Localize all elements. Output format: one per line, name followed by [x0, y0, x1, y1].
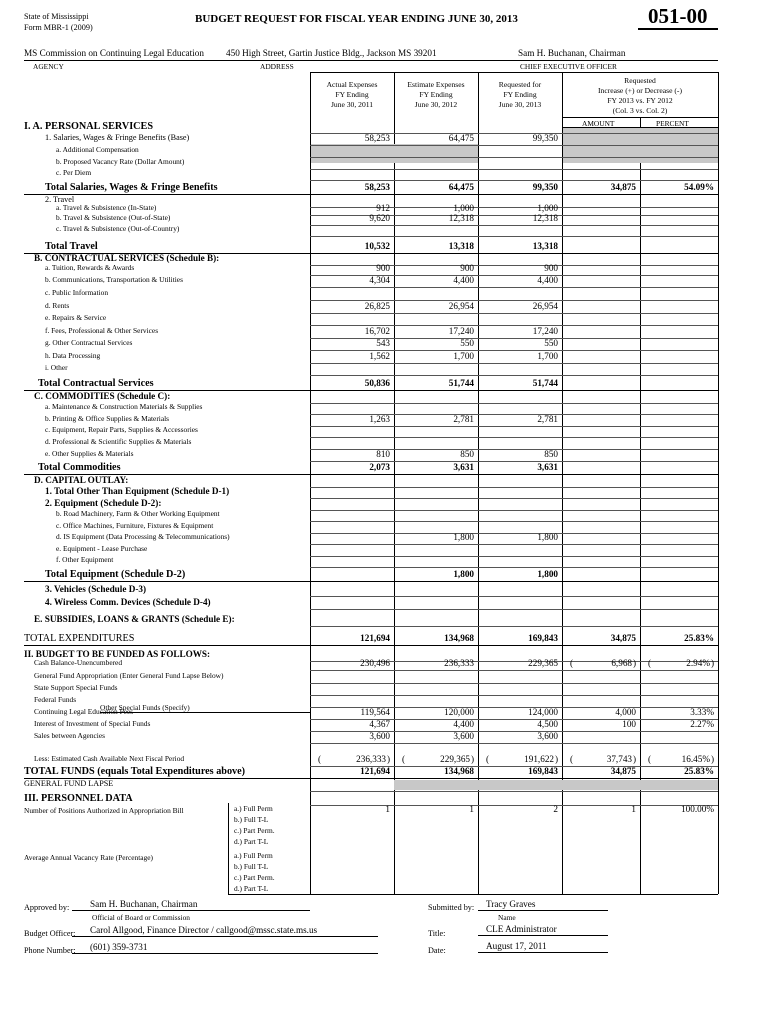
row-label: e. Other Supplies & Materials	[45, 449, 134, 458]
row-rule	[310, 596, 718, 597]
row-label: b. Road Machinery, Farm & Other Working Equipment	[56, 509, 220, 518]
cell-e: 3,600	[453, 731, 474, 741]
row-label: General Fund Appropriation (Enter General Fund Lapse Below)	[34, 671, 224, 680]
row-label: a. Travel & Subsistence (In-State)	[56, 203, 157, 212]
cell-r: 900	[544, 263, 558, 273]
cell-e: 64,475	[448, 182, 474, 192]
paren-close: )	[711, 658, 715, 668]
row-rule	[310, 695, 718, 696]
row-label: C. COMMODITIES (Schedule C):	[34, 391, 171, 401]
row-label: d. Professional & Scientific Supplies & Materials	[45, 437, 192, 446]
cell-r: 51,744	[532, 378, 558, 388]
row-label: e. Repairs & Service	[45, 313, 107, 322]
cell-a: 121,694	[360, 633, 390, 643]
cell-e: 26,954	[448, 301, 474, 311]
cell-e: 120,000	[444, 707, 474, 717]
cell-a: 10,532	[364, 241, 390, 251]
ceo-caption: CHIEF EXECUTIVE OFFICER	[520, 62, 617, 71]
positions-sub-label: b.) Full T-L	[234, 815, 269, 824]
row-label: d. IS Equipment (Data Processing & Telecommunications)	[56, 532, 230, 541]
row-label: Interest of Investment of Special Funds	[34, 719, 151, 728]
row-label: a. Tuition, Rewards & Awards	[45, 263, 135, 272]
cell-r: 191,622	[524, 754, 554, 764]
paren-open: (	[648, 754, 652, 764]
cell-a: 1,562	[369, 351, 390, 361]
row-rule	[310, 778, 718, 779]
row-label: TOTAL EXPENDITURES	[24, 633, 135, 644]
row-rule	[310, 567, 718, 568]
ceo-name: Sam H. Buchanan, Chairman	[518, 48, 626, 58]
paren-close: )	[633, 658, 637, 668]
row-label: 3. Vehicles (Schedule D-3)	[45, 584, 147, 594]
cell-pct: 3.33%	[690, 707, 714, 717]
row-label: 2. Travel	[45, 195, 75, 204]
row-rule	[310, 670, 718, 671]
row-label: III. PERSONNEL DATA	[24, 793, 133, 804]
col-actual-header: Actual Expenses FY Ending June 30, 2011	[326, 80, 378, 109]
cell-e: 64,475	[448, 133, 474, 143]
submitted-by-label: Submitted by:	[428, 903, 475, 912]
agency-caption: AGENCY	[33, 62, 64, 71]
row-rule	[310, 474, 718, 475]
row-label: Sales between Agencies	[34, 731, 106, 740]
approved-by-label: Approved by:	[24, 903, 70, 912]
row-label: TOTAL FUNDS (equals Total Expenditures above)	[24, 766, 246, 777]
row-label: e. Equipment - Lease Purchase	[56, 544, 148, 553]
cell-r: 12,318	[532, 213, 558, 223]
cell-r: 850	[544, 449, 558, 459]
state-name: State of Mississippi	[24, 12, 89, 21]
phone-value: (601) 359-3731	[90, 942, 148, 952]
cell-r: 124,000	[528, 707, 558, 717]
cell-pct: 54.09%	[684, 182, 714, 192]
cell-e: 236,333	[444, 658, 474, 668]
cell-a: 58,253	[364, 133, 390, 143]
agency-address: 450 High Street, Gartin Justice Bldg., Jackson MS 39201	[226, 48, 437, 58]
cell-a: 3,600	[369, 731, 390, 741]
positions-change-amount: 1	[631, 804, 636, 814]
cell-e: 229,365	[440, 754, 470, 764]
row-label: 1. Salaries, Wages & Fringe Benefits (Base)	[45, 133, 190, 142]
positions-sub-label: c.) Part Perm.	[234, 826, 275, 835]
row-label: B. CONTRACTUAL SERVICES (Schedule B):	[34, 253, 220, 263]
cell-pct: 2.27%	[690, 719, 714, 729]
row-label: Total Travel	[45, 241, 98, 252]
row-label: d. Rents	[45, 301, 70, 310]
cell-r: 3,600	[537, 731, 558, 741]
cell-r: 169,843	[528, 633, 558, 643]
date-value: August 17, 2011	[486, 941, 547, 951]
vacancy-sub-label: c.) Part Perm.	[234, 873, 275, 882]
cell-a: 4,367	[369, 719, 390, 729]
row-rule	[310, 437, 718, 438]
cell-a: 810	[376, 449, 390, 459]
cell-a: 230,496	[360, 658, 390, 668]
col-amount-header: AMOUNT	[582, 119, 615, 128]
paren-close: )	[471, 754, 475, 764]
cell-r: 1,800	[537, 569, 558, 579]
cell-amt: 4,000	[615, 707, 636, 717]
row-label: g. Other Contractual Services	[45, 338, 133, 347]
cell-a: 2,073	[369, 462, 390, 472]
cell-a: 119,564	[360, 707, 390, 717]
paren-open: (	[570, 754, 574, 764]
row-label: c. Public Information	[45, 288, 109, 297]
row-rule	[310, 253, 718, 254]
cell-a: 121,694	[360, 766, 390, 776]
positions-actual: 1	[385, 804, 390, 814]
paren-close: )	[555, 754, 559, 764]
cell-a: 543	[376, 338, 390, 348]
cell-e: 900	[460, 263, 474, 273]
cell-e: 850	[460, 449, 474, 459]
cell-a: 1,263	[369, 414, 390, 424]
cell-a: 912	[376, 203, 390, 213]
positions-sub-label: d.) Part T-L	[234, 837, 269, 846]
row-rule	[310, 169, 718, 170]
cell-a: 236,333	[356, 754, 386, 764]
cell-r: 4,400	[537, 275, 558, 285]
cell-e: 51,744	[448, 378, 474, 388]
cell-r: 99,350	[532, 182, 558, 192]
row-rule	[310, 645, 718, 646]
cell-e: 1,800	[453, 569, 474, 579]
cell-amt: 34,875	[610, 182, 636, 192]
cell-a: 26,825	[364, 301, 390, 311]
row-rule	[310, 498, 718, 499]
cell-e: 13,318	[448, 241, 474, 251]
submitted-by-name: Tracy Graves	[486, 899, 536, 909]
paren-close: )	[711, 754, 715, 764]
cell-e: 1,800	[453, 532, 474, 542]
col-change-header: Requested Increase (+) or Decrease (-) FY 2013 vs. FY 2012 (Col. 3 vs. Col. 2)	[598, 76, 682, 115]
cell-amt: 37,743	[606, 754, 632, 764]
row-label: a. Maintenance & Construction Materials & Supplies	[45, 402, 203, 411]
total-rule	[24, 645, 310, 646]
row-rule	[310, 743, 718, 744]
cell-r: 229,365	[528, 658, 558, 668]
cell-e: 1,000	[453, 203, 474, 213]
cell-r: 550	[544, 338, 558, 348]
col-requested-header: Requested for FY Ending June 30, 2013	[498, 80, 542, 109]
cell-pct: 25.83%	[684, 633, 714, 643]
row-rule	[310, 145, 718, 146]
row-label: D. CAPITAL OUTLAY:	[34, 475, 129, 485]
row-label: i. Other	[45, 363, 68, 372]
row-label: Federal Funds	[34, 695, 77, 704]
cell-r: 17,240	[532, 326, 558, 336]
form-code: 051-00	[648, 4, 708, 28]
positions-change-percent: 100.00%	[681, 804, 714, 814]
row-label: c. Office Machines, Furniture, Fixtures & Equipment	[56, 521, 214, 530]
row-rule	[310, 510, 718, 511]
row-label: Continuing Legal Education Fees	[34, 707, 134, 716]
cell-r: 4,500	[537, 719, 558, 729]
row-label: Total Salaries, Wages & Fringe Benefits	[45, 182, 218, 193]
row-rule	[310, 791, 718, 792]
row-rule	[310, 194, 718, 195]
paren-open: (	[570, 658, 574, 668]
row-rule	[310, 390, 718, 391]
row-rule	[310, 236, 718, 237]
row-label: II. BUDGET TO BE FUNDED AS FOLLOWS:	[24, 649, 211, 659]
paren-open: (	[486, 754, 490, 764]
address-caption: ADDRESS	[260, 62, 294, 71]
title-label: Title:	[428, 929, 446, 938]
budget-officer-label: Budget Officer:	[24, 929, 76, 938]
approved-by-name: Sam H. Buchanan, Chairman	[90, 899, 198, 909]
row-label: c. Travel & Subsistence (Out-of-Country)	[56, 224, 180, 233]
row-label: I. A. PERSONAL SERVICES	[24, 121, 154, 132]
vacancy-sub-label: a.) Full Perm	[234, 851, 273, 860]
paren-close: )	[387, 754, 391, 764]
cell-r: 169,843	[528, 766, 558, 776]
vacancy-sub-label: b.) Full T-L	[234, 862, 269, 871]
row-label: b. Printing & Office Supplies & Materials	[45, 414, 170, 423]
cell-e: 3,631	[453, 462, 474, 472]
submitted-name-caption: Name	[498, 913, 516, 922]
cell-amt: 6,968	[611, 658, 632, 668]
cell-a: 58,253	[364, 182, 390, 192]
cell-r: 1,000	[537, 203, 558, 213]
row-rule	[310, 375, 718, 376]
row-label: 1. Total Other Than Equipment (Schedule D-1)	[45, 486, 230, 496]
row-rule	[310, 521, 718, 522]
title-value: CLE Administrator	[486, 924, 557, 934]
row-rule	[310, 683, 718, 684]
positions-label: Number of Positions Authorized in Appropriation Bill	[24, 806, 184, 815]
row-rule	[310, 225, 718, 226]
cell-e: 4,400	[453, 719, 474, 729]
cell-a: 50,836	[364, 378, 390, 388]
col-percent-header: PERCENT	[656, 119, 689, 128]
row-label: f. Fees, Professional & Other Services	[45, 326, 159, 335]
row-label: 2. Equipment (Schedule D-2):	[45, 498, 162, 508]
row-rule	[310, 544, 718, 545]
row-label: f. Other Equipment	[56, 555, 114, 564]
cell-e: 12,318	[448, 213, 474, 223]
row-rule	[310, 287, 718, 288]
paren-close: )	[633, 754, 637, 764]
total-rule	[24, 581, 310, 582]
form-number: Form MBR-1 (2009)	[24, 23, 93, 32]
row-rule	[310, 626, 718, 627]
row-rule	[310, 581, 718, 582]
cell-r: 2,781	[537, 414, 558, 424]
row-label: Total Contractual Services	[38, 378, 154, 389]
cell-a: 900	[376, 263, 390, 273]
cell-a: 9,620	[369, 213, 390, 223]
cell-r: 1,800	[537, 532, 558, 542]
budget-officer-value: Carol Allgood, Finance Director / callgood@mssc.state.ms.us	[90, 925, 318, 935]
row-label: Cash Balance-Unencumbered	[34, 658, 123, 667]
row-label: b. Communications, Transportation & Utilities	[45, 275, 183, 284]
row-label: Total Equipment (Schedule D-2)	[45, 569, 186, 580]
cell-amt: 34,875	[610, 633, 636, 643]
cell-r: 13,318	[532, 241, 558, 251]
cell-amt: 100	[622, 719, 636, 729]
row-label: E. SUBSIDIES, LOANS & GRANTS (Schedule E):	[34, 614, 235, 624]
row-rule	[310, 363, 718, 364]
cell-r: 1,700	[537, 351, 558, 361]
paren-open: (	[318, 754, 322, 764]
agency-name: MS Commission on Continuing Legal Education	[24, 48, 204, 58]
row-label: c. Equipment, Repair Parts, Supplies & Accessories	[45, 425, 198, 434]
other-special-funds-label: Other Special Funds (Specify)	[100, 703, 190, 712]
cell-pct: 25.83%	[684, 766, 714, 776]
cell-e: 550	[460, 338, 474, 348]
paren-open: (	[648, 658, 652, 668]
phone-label: Phone Number:	[24, 946, 76, 955]
vacancy-label: Average Annual Vacancy Rate (Percentage)	[24, 853, 153, 862]
cell-a: 4,304	[369, 275, 390, 285]
cell-e: 1,700	[453, 351, 474, 361]
col-estimate-header: Estimate Expenses FY Ending June 30, 2012	[407, 80, 465, 109]
row-label: h. Data Processing	[45, 351, 101, 360]
cell-r: 99,350	[532, 133, 558, 143]
row-rule	[310, 556, 718, 557]
row-label: GENERAL FUND LAPSE	[24, 779, 114, 788]
row-rule	[310, 157, 718, 158]
row-label: 4. Wireless Comm. Devices (Schedule D-4)	[45, 597, 211, 607]
cell-a: 16,702	[364, 326, 390, 336]
positions-sub-label: a.) Full Perm	[234, 804, 273, 813]
paren-open: (	[402, 754, 406, 764]
vacancy-sub-label: d.) Part T-L	[234, 884, 269, 893]
row-label: Less: Estimated Cash Available Next Fiscal Period	[34, 754, 185, 763]
row-rule	[310, 609, 718, 610]
date-label: Date:	[428, 946, 446, 955]
positions-estimate: 1	[469, 804, 474, 814]
row-rule	[310, 487, 718, 488]
row-label: b. Travel & Subsistence (Out-of-State)	[56, 213, 171, 222]
positions-requested: 2	[553, 804, 558, 814]
row-label: State Support Special Funds	[34, 683, 118, 692]
approved-by-caption: Official of Board or Commission	[92, 913, 190, 922]
row-label: b. Proposed Vacancy Rate (Dollar Amount)	[56, 157, 185, 166]
cell-e: 4,400	[453, 275, 474, 285]
cell-e: 134,968	[444, 633, 474, 643]
row-rule	[310, 180, 718, 181]
cell-e: 134,968	[444, 766, 474, 776]
cell-e: 2,781	[453, 414, 474, 424]
row-rule	[310, 313, 718, 314]
row-label: a. Additional Compensation	[56, 145, 139, 154]
cell-r: 3,631	[537, 462, 558, 472]
cell-pct: 2.94%	[686, 658, 710, 668]
cell-pct: 16.45%	[681, 754, 710, 764]
cell-amt: 34,875	[610, 766, 636, 776]
cell-e: 17,240	[448, 326, 474, 336]
row-rule	[310, 426, 718, 427]
page-title: BUDGET REQUEST FOR FISCAL YEAR ENDING JUNE 30, 2013	[195, 13, 518, 25]
cell-r: 26,954	[532, 301, 558, 311]
row-rule	[310, 403, 718, 404]
row-label: c. Per Diem	[56, 168, 92, 177]
row-label: Total Commodities	[38, 462, 121, 473]
